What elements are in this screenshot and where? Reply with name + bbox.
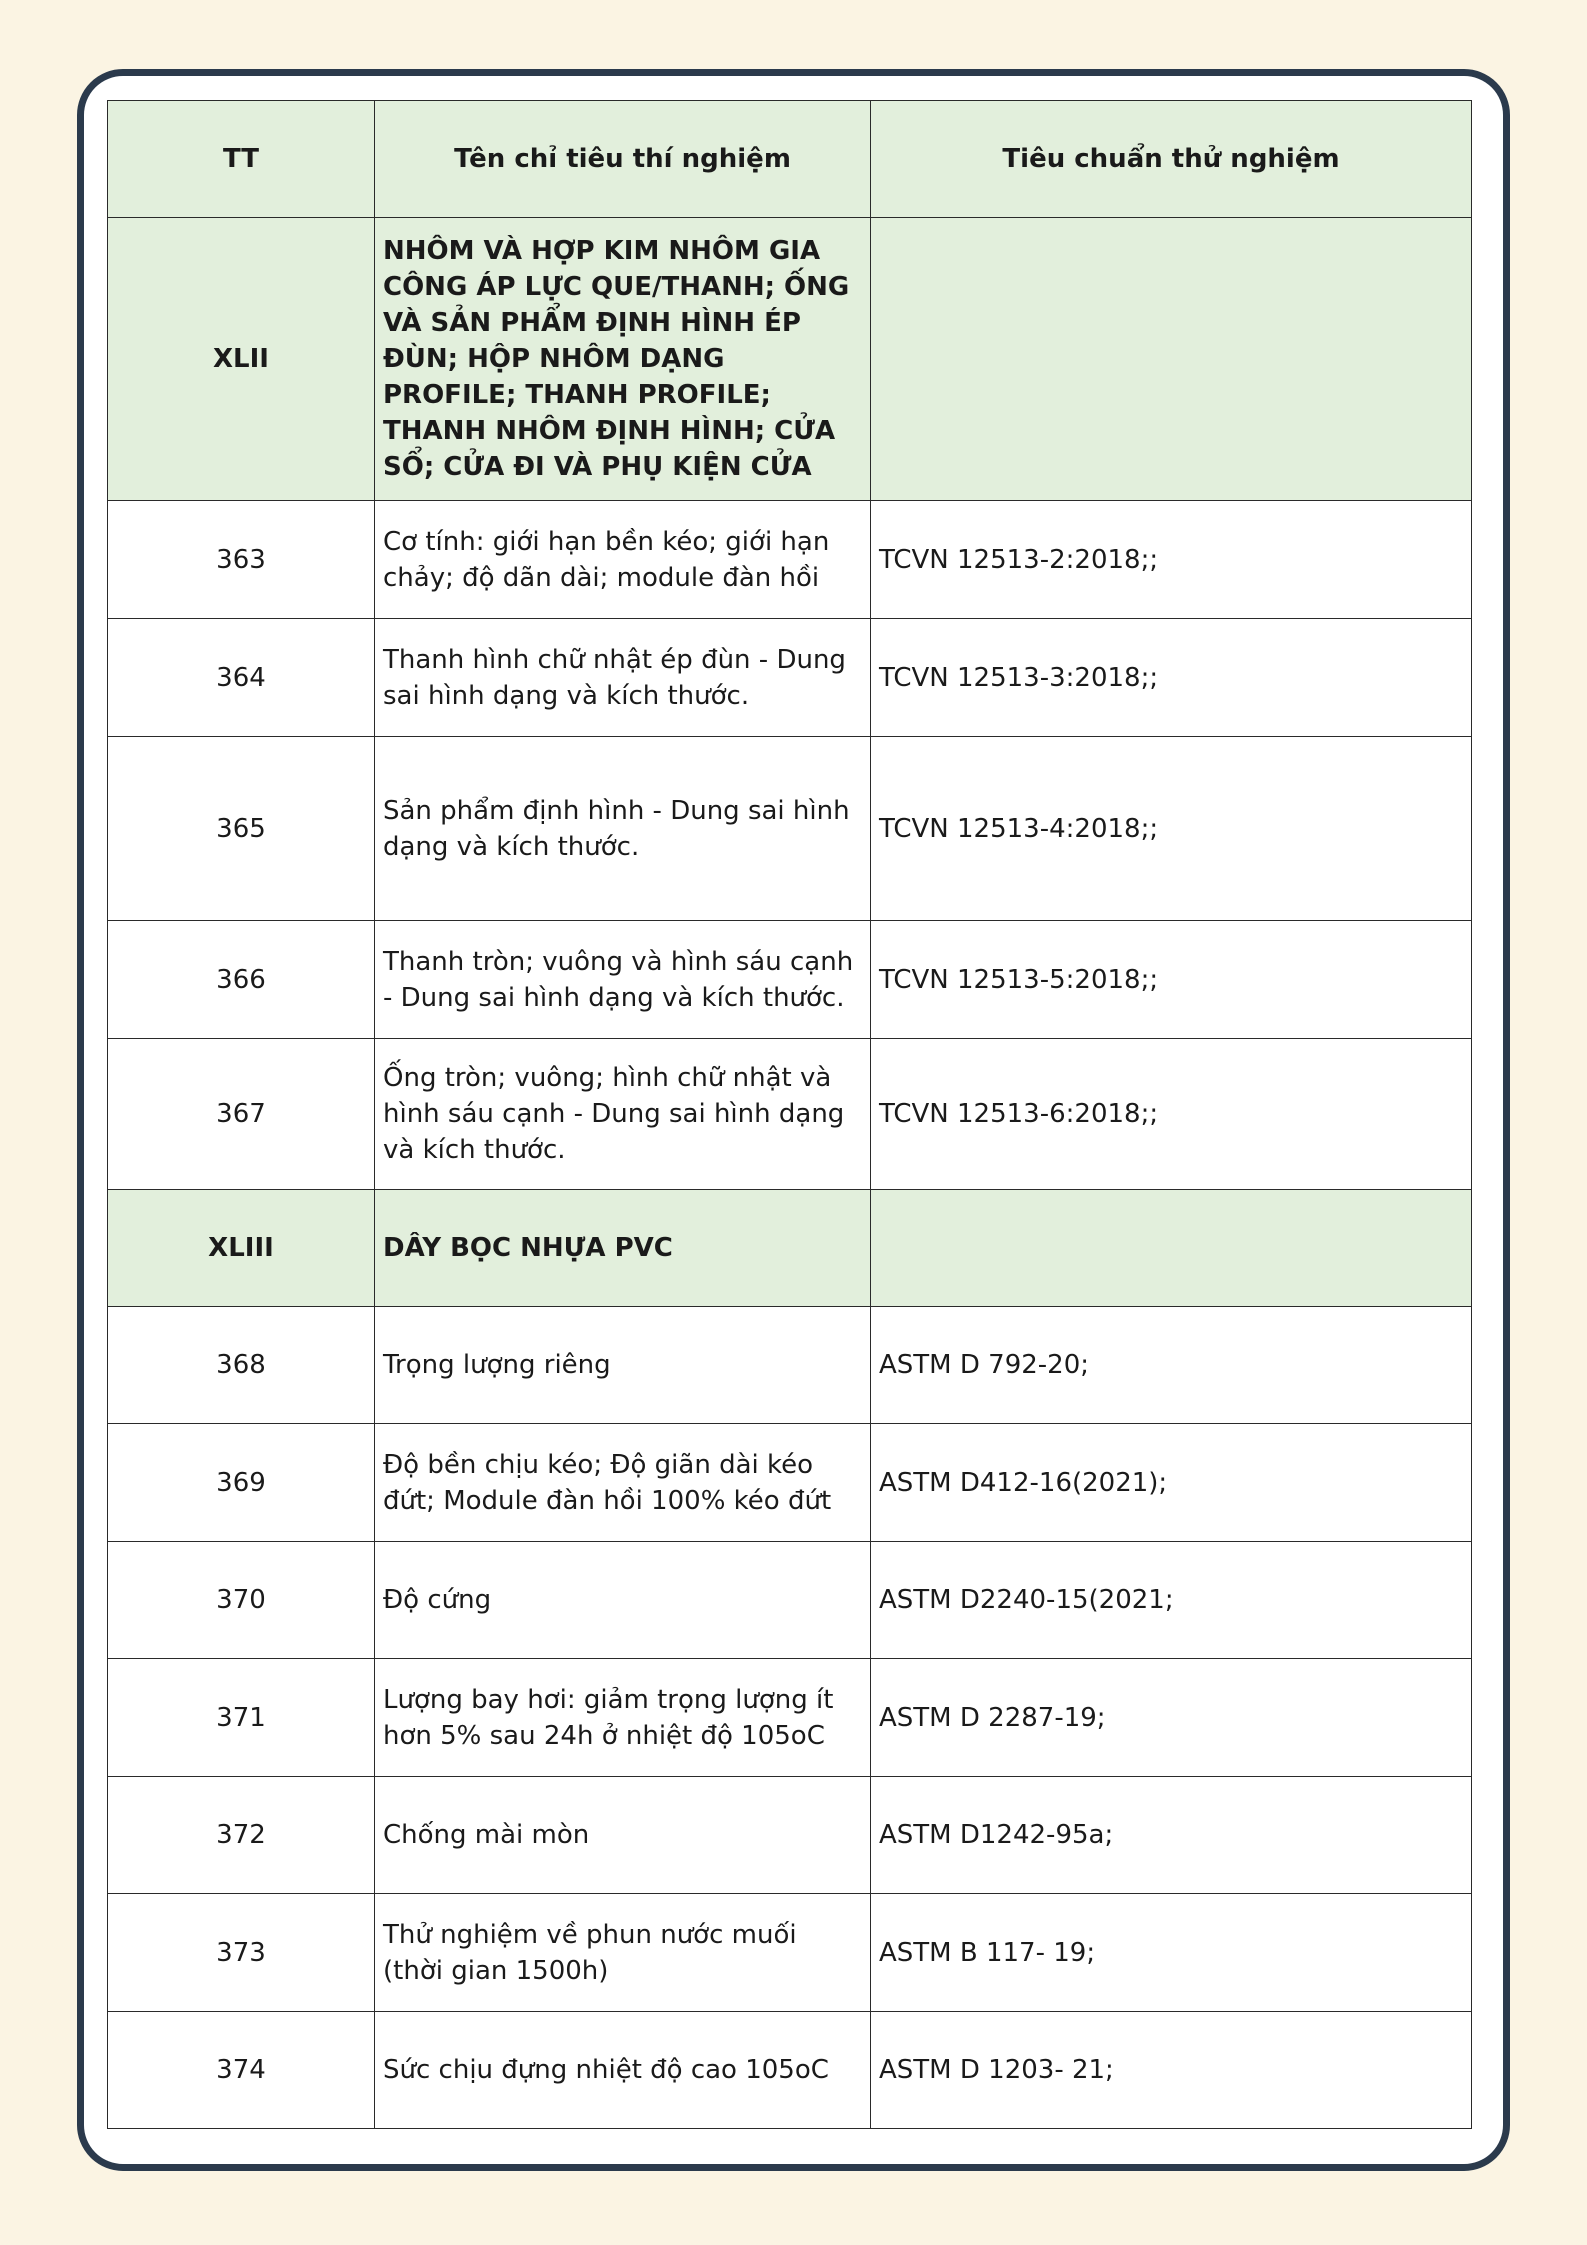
cell-tt: 371 — [108, 1659, 375, 1777]
cell-test-name: Sức chịu đựng nhiệt độ cao 105oC — [375, 2012, 871, 2129]
cell-test-standard: ASTM D 1203- 21; — [871, 2012, 1472, 2129]
table-header-row — [108, 101, 1472, 218]
cell-test-standard: ASTM D412-16(2021); — [871, 1424, 1472, 1542]
table-row — [108, 2012, 1472, 2129]
cell-tt: 374 — [108, 2012, 375, 2129]
cell-test-name: Thanh hình chữ nhật ép đùn - Dung sai hình dạng và kích thước. — [375, 619, 871, 737]
cell-test-standard: ASTM D 792-20; — [871, 1307, 1472, 1424]
cell-test-standard: ASTM D2240-15(2021; — [871, 1542, 1472, 1659]
cell-test-standard: TCVN 12513-2:2018;; — [871, 501, 1472, 619]
cell-test-name: Độ bền chịu kéo; Độ giãn dài kéo đứt; Module đàn hồi 100% kéo đứt — [375, 1424, 871, 1542]
table-row — [108, 501, 1472, 619]
cell-test-name: Chống mài mòn — [375, 1777, 871, 1894]
header-tt: TT — [108, 101, 375, 218]
table-row — [108, 1542, 1472, 1659]
cell-test-standard: ASTM B 117- 19; — [871, 1894, 1472, 2012]
cell-tt: 373 — [108, 1894, 375, 2012]
cell-test-standard: TCVN 12513-5:2018;; — [871, 921, 1472, 1039]
cell-tt: 368 — [108, 1307, 375, 1424]
cell-tt: 372 — [108, 1777, 375, 1894]
cell-test-name: Ống tròn; vuông; hình chữ nhật và hình sáu cạnh - Dung sai hình dạng và kích thước. — [375, 1039, 871, 1190]
cell-test-standard: ASTM D1242-95a; — [871, 1777, 1472, 1894]
cell-test-name: NHÔM VÀ HỢP KIM NHÔM GIA CÔNG ÁP LỰC QUE/THANH; ỐNG VÀ SẢN PHẨM ĐỊNH HÌNH ÉP ĐÙN; HỘP NHÔM DẠNG PROFILE; THANH PROFILE; THANH NHÔM ĐỊNH HÌNH; CỬA SỔ; CỬA ĐI VÀ PHỤ KIỆN CỬA — [375, 218, 871, 501]
cell-test-name: Độ cứng — [375, 1542, 871, 1659]
cell-test-name: Cơ tính: giới hạn bền kéo; giới hạn chảy; độ dãn dài; module đàn hồi — [375, 501, 871, 619]
table-row — [108, 1659, 1472, 1777]
table-section-row — [108, 1190, 1472, 1307]
cell-test-standard: TCVN 12513-6:2018;; — [871, 1039, 1472, 1190]
cell-test-name: Trọng lượng riêng — [375, 1307, 871, 1424]
cell-test-name: Thử nghiệm về phun nước muối (thời gian 1500h) — [375, 1894, 871, 2012]
table-row — [108, 1894, 1472, 2012]
cell-test-standard: ASTM D 2287-19; — [871, 1659, 1472, 1777]
cell-test-name: DÂY BỌC NHỰA PVC — [375, 1190, 871, 1307]
cell-tt: 367 — [108, 1039, 375, 1190]
table-row — [108, 1307, 1472, 1424]
cell-test-standard — [871, 1190, 1472, 1307]
cell-tt: 369 — [108, 1424, 375, 1542]
table-row — [108, 1039, 1472, 1190]
cell-test-standard: TCVN 12513-3:2018;; — [871, 619, 1472, 737]
cell-tt: 370 — [108, 1542, 375, 1659]
cell-test-name: Lượng bay hơi: giảm trọng lượng ít hơn 5% sau 24h ở nhiệt độ 105oC — [375, 1659, 871, 1777]
table-section-row — [108, 218, 1472, 501]
header-test-name: Tên chỉ tiêu thí nghiệm — [375, 101, 871, 218]
test-standards-table — [107, 100, 1472, 2129]
cell-test-name: Sản phẩm định hình - Dung sai hình dạng và kích thước. — [375, 737, 871, 921]
cell-test-standard — [871, 218, 1472, 501]
table-row — [108, 1777, 1472, 1894]
table-row — [108, 619, 1472, 737]
cell-tt: 364 — [108, 619, 375, 737]
cell-tt: 365 — [108, 737, 375, 921]
cell-test-name: Thanh tròn; vuông và hình sáu cạnh - Dung sai hình dạng và kích thước. — [375, 921, 871, 1039]
cell-tt: XLII — [108, 218, 375, 501]
cell-test-standard: TCVN 12513-4:2018;; — [871, 737, 1472, 921]
table-row — [108, 921, 1472, 1039]
header-test-standard: Tiêu chuẩn thử nghiệm — [871, 101, 1472, 218]
table-row — [108, 1424, 1472, 1542]
cell-tt: XLIII — [108, 1190, 375, 1307]
cell-tt: 366 — [108, 921, 375, 1039]
cell-tt: 363 — [108, 501, 375, 619]
table-row — [108, 737, 1472, 921]
